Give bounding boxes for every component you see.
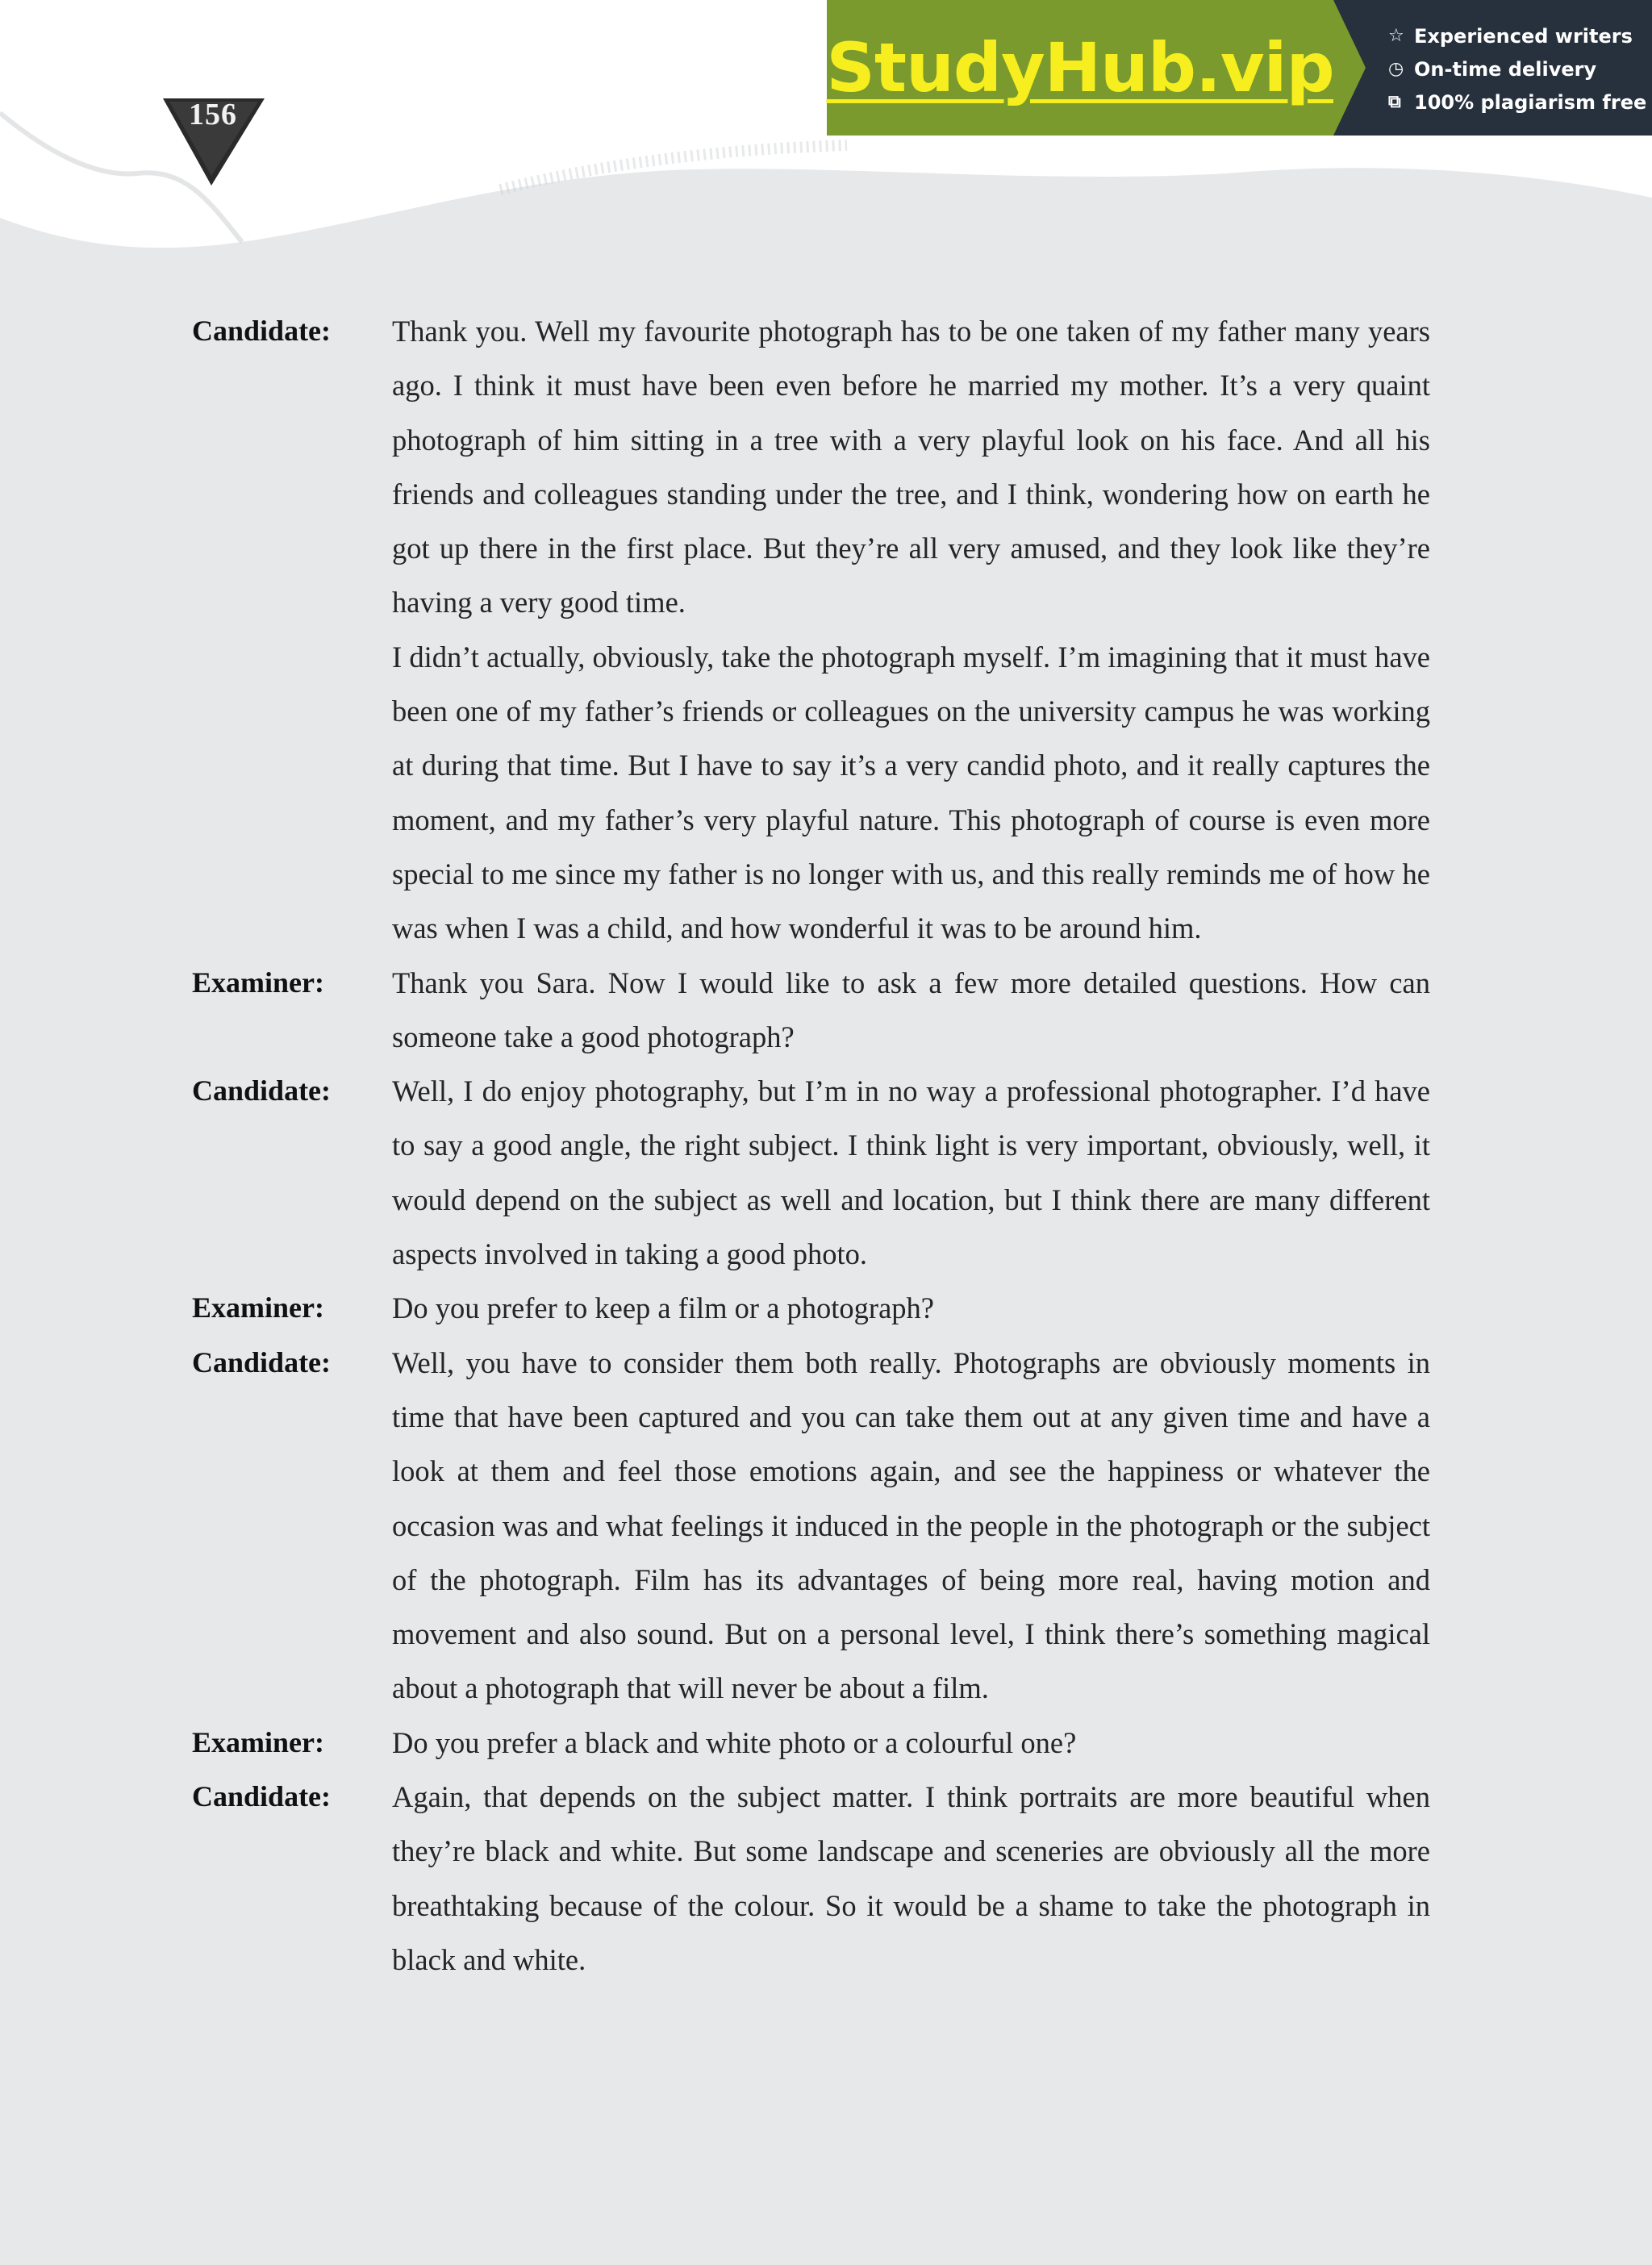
speech-text [392,1281,1430,1335]
speech-paragraph: Do you prefer a black and white photo or a colourful one? [392,1725,1077,1759]
brand-block[interactable] [827,0,1333,136]
feature-label: 100% plagiarism free [1414,90,1647,114]
feature-list [1333,0,1652,136]
speaker-label: Examiner: [192,1725,324,1758]
speech-text [392,1716,1430,1770]
dialogue-turn [192,1281,1430,1335]
speech-paragraph: Thank you Sara. Now I would like to ask a few more detailed questions. How can someone take a good photograph? [392,966,1430,1053]
studyhub-banner[interactable] [827,0,1652,136]
speech-paragraph: Do you prefer to keep a film or a photograph? [392,1291,934,1325]
clock-icon: ◷ [1388,59,1404,79]
dialogue-turn [192,956,1430,1065]
brand-logo-text[interactable]: StudyHub.vip [826,28,1334,107]
interview-transcript [192,304,1430,1987]
speech-text [392,1064,1430,1281]
speech-paragraph: I didn’t actually, obviously, take the photograph myself. I’m imagining that it must have been one of my father’s friends or colleagues on the university campus he was working at during that time. But I have to say it’s a very candid photo, and it really captures the moment, and my father’s very playful nature. This photograph of course is even more special to me since my father is no longer with us, and this really reminds me of how he was when I was a child, and how wonderful it was to be around him. [392,640,1430,945]
speaker-label: Candidate: [192,1074,332,1107]
copy-icon: ⧉ [1388,92,1401,112]
speech-paragraph: Well, you have to consider them both really. Photographs are obviously moments in time that have been captured and you can take them out at any given time and have a look at them and feel those emotions again, and see the happiness or whatever the occasion was and what feelings it induced in the people in the photograph or the subject of the photograph. Film has its advantages of being more real, having motion and movement and also sound. But on a personal level, I think there’s something magical about a photograph that will never be about a film. [392,1345,1430,1705]
speech-paragraph: Again, that depends on the subject matter. I think portraits are more beautiful when they’re black and white. But some landscape and sceneries are obviously all the more breathtaking because of the colour. So it would be a shame to take the photograph in black and white. [392,1780,1430,1976]
star-icon: ☆ [1388,26,1404,46]
speech-paragraph: Well, I do enjoy photography, but I’m in no way a professional photographer. I’d have to say a good angle, the right subject. I think light is very important, obviously, well, it would depend on the subject as well and location, but I think there are many different aspects involved in taking a good photo. [392,1074,1430,1271]
dialogue-turn [192,1770,1430,1987]
speaker-label: Candidate: [192,1345,332,1379]
speech-paragraph: Thank you. Well my favourite photograph has to be one taken of my father many years ago. I think it must have been even before he married my mother. It’s a very quaint photograph of him sitting in a tree with a very playful look on his face. And all his friends and colleagues standing under the tree, and I think, wondering how on earth he got up there in the first place. But they’re all very amused, and they look like they’re having a very good time. [392,315,1430,619]
speaker-label: Candidate: [192,1780,332,1813]
speech-text [392,304,1430,956]
dialogue-turn [192,1336,1430,1716]
speech-text [392,1770,1430,1987]
feature-item [1388,52,1652,86]
feature-item [1388,86,1652,119]
dialogue-turn [192,1716,1430,1770]
dialogue-turn [192,304,1430,956]
page-number: 156 [189,98,237,131]
speaker-label: Examiner: [192,1291,324,1324]
speech-text [392,956,1430,1065]
speaker-label: Examiner: [192,966,324,999]
feature-label: Experienced writers [1414,24,1633,48]
dialogue-turn [192,1064,1430,1281]
feature-label: On-time delivery [1414,57,1597,81]
speaker-label: Candidate: [192,315,332,347]
speech-text [392,1336,1430,1716]
feature-item [1388,19,1652,52]
